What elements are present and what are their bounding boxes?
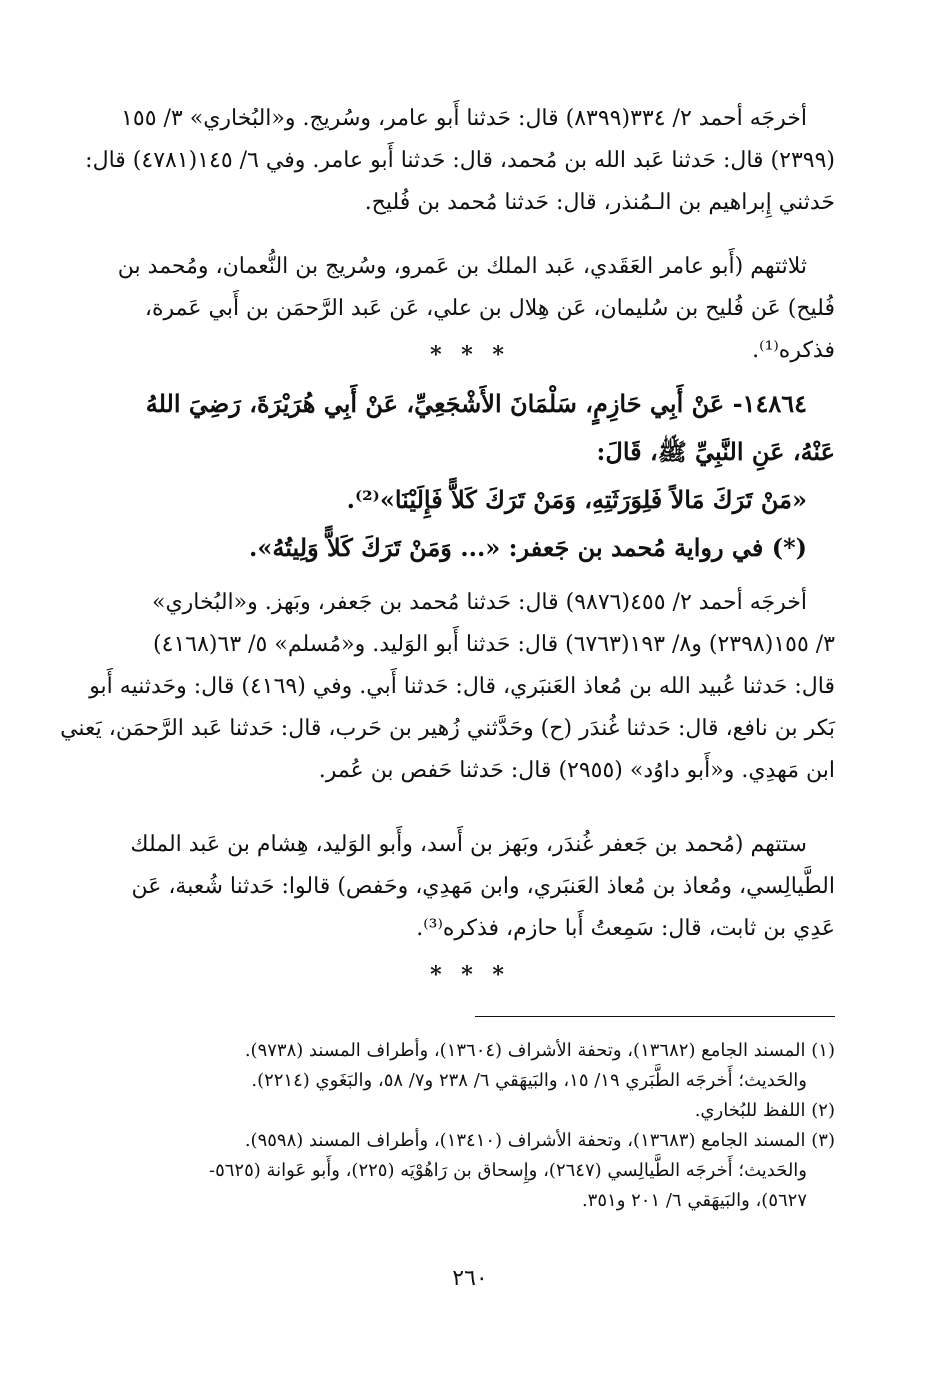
text-line: (٢٣٩٩) قال: حَدثنا عَبد الله بن مُحمد، قال: حَدثنا أَبو عامر. وفي ٦/ ١٤٥(٤٧٨١) قال: [85, 148, 835, 173]
text-line: ستتهم (مُحمد بن جَعفر غُندَر، وبَهز بن أَسد، وأَبو الوَليد، هِشام بن عَبد الملك [130, 832, 807, 857]
text-line: ٣/ ١٥٥(٢٣٩٨) و٨/ ١٩٣(٦٧٦٣) قال: حَدثنا أَبو الوَليد. و«مُسلم» ٥/ ٦٣(٤١٦٨) [153, 632, 835, 657]
footnote-line: والحَديث؛ أَخرجَه الطَّبَري ١٩/ ١٥، والبَيهَقي ٦/ ٢٣٨ و٧/ ٥٨، والبَغَوي (٢٢١٤). [251, 1070, 807, 1091]
text-line: أخرجَه أحمد ٢/ ٤٥٥(٩٨٧٦) قال: حَدثنا مُحمد بن جَعفر، وبَهز. و«البُخاري» [152, 590, 807, 615]
text-line: عَدِي بن ثابت، قال: سَمِعتُ أَبا حازم، فذكره⁽³⁾. [416, 916, 835, 941]
hadith-line: عَنْهُ، عَنِ النَّبِيِّ ﷺ، قَالَ: [596, 437, 835, 466]
text-line: ابن مَهدِي. و«أَبو داوُد» (٢٩٥٥) قال: حَدثنا حَفص بن عُمر. [318, 758, 835, 783]
footnotes [110, 1036, 835, 1216]
text-line: فذكره⁽¹⁾. [752, 338, 835, 363]
text-line: فُليح) عَن فُليح بن سُليمان، عَن هِلال بن علي، عَن عَبد الرَّحمَن بن أَبي عَمرة، [144, 296, 835, 321]
hadith-line: (*) في رواية مُحمد بن جَعفر: «... وَمَنْ تَرَكَ كَلاًّ وَلِيتُهُ». [249, 533, 807, 562]
footnote-line: (١) المسند الجامع (١٣٦٨٢)، وتحفة الأشراف (١٣٦٠٤)، وأطراف المسند (٩٧٣٨). [244, 1040, 835, 1061]
page-number: ٢٦٠ [452, 1266, 488, 1291]
takhrij-paragraph-2 [60, 582, 835, 792]
hadith-line: ١٤٨٦٤- عَنْ أَبِي حَازِمٍ، سَلْمَانَ الأَشْجَعِيِّ، عَنْ أَبِي هُرَيْرَةَ، رَضِيَ اللهُ [145, 389, 807, 418]
text-line: قال: حَدثنا عُبيد الله بن مُعاذ العَنبَري، قال: حَدثنا أَبي. وفي (٤١٦٩) قال: وحَدثنيه أَبو [89, 674, 835, 699]
takhrij-paragraph-1 [85, 98, 835, 224]
text-line: بَكر بن نافع، قال: حَدثنا غُندَر (ح) وحَدَّثني زُهير بن حَرب، قال: حَدثنا عَبد الرَّحمَن، يَعني [60, 716, 835, 741]
footnote-line: (٢) اللفظ للبُخاري. [694, 1100, 835, 1121]
section-separator: * * * [430, 342, 510, 368]
section-separator: * * * [430, 962, 510, 988]
hadith-line: «مَنْ تَرَكَ مَالاً فَلِوَرَثَتِهِ، وَمَنْ تَرَكَ كَلاًّ فَإِلَيْنَا»⁽²⁾. [346, 485, 807, 514]
footnote-line: والحَديث؛ أَخرجَه الطَّيالِسي (٢٦٤٧)، وإِسحاق بن رَاهُوْيَه (٢٢٥)، وأَبو عَوانة (٥٦٢٥- [208, 1160, 807, 1181]
text-line: ثلاثتهم (أَبو عامر العَقَدي، عَبد الملك بن عَمرو، وسُريج بن النُّعمان، ومُحمد بن [117, 254, 807, 279]
footnote-line: (٣) المسند الجامع (١٣٦٨٣)، وتحفة الأشراف (١٣٤١٠)، وأطراف المسند (٩٥٩٨). [244, 1130, 835, 1151]
footnote-line: ٥٦٢٧)، والبَيهَقي ٦/ ٢٠١ و٣٥١. [581, 1190, 807, 1211]
hadith-text [100, 380, 835, 572]
text-line: الطَّيالِسي، ومُعاذ بن مُعاذ العَنبَري، وابن مَهدِي، وحَفص) قالوا: حَدثنا شُعبة، عَن [131, 874, 835, 899]
text-line: أخرجَه أحمد ٢/ ٣٣٤(٨٣٩٩) قال: حَدثنا أَبو عامر، وسُريج. و«البُخاري» ٣/ ١٥٥ [121, 106, 807, 131]
footnote-divider [475, 1016, 835, 1017]
narrators-paragraph-2 [100, 824, 835, 950]
text-line: حَدثني إِبراهيم بن الـمُنذر، قال: حَدثنا مُحمد بن فُليح. [364, 190, 835, 215]
